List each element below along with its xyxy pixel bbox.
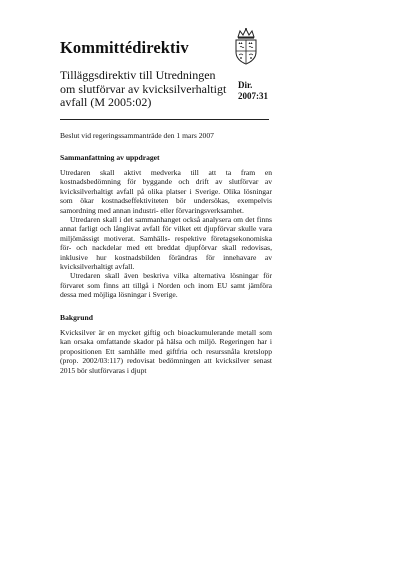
paragraph: Utredaren skall aktivt medverka till att ta fram en kostnadsbedömning för byggande och drift av slutförvar av kvicksilverhaltigt avfall på olika platser i Sverige. Olika lösningar som ökar kostnadseffektiviteten bör undersökas, exempelvis samordning med annan industri- eller förvaringsverksamhet.	[60, 168, 272, 215]
paragraph: Utredaren skall även beskriva vilka alternativa lösningar för förvaret som finns att tillgå i Norden och inom EU samt jämföra dessa med möjliga lösningar i Sverige.	[60, 271, 272, 300]
decision-date: Beslut vid regeringssammanträde den 1 mars 2007	[60, 131, 214, 140]
directive-number: 2007:31	[238, 91, 268, 101]
directive-number-box	[238, 80, 268, 102]
paragraph: Utredaren skall i det sammanhanget också analysera om det finns annat farligt och långlivat avfall för vilket ett djupförvar skulle vara miljömässigt motiverat. Samhälls- respektive företagsekonomiska för- och nackdelar med ett breddat djupförvar skall redovisas, inklusive hur kostnadsbilden förändras för innehavare av kvicksilverhaltigt avfall.	[60, 215, 272, 272]
header-divider	[60, 119, 269, 120]
section-summary	[60, 153, 272, 300]
paragraph: Kvicksilver är en mycket giftig och bioackumulerande metall som kan orsaka omfattande skador på hälsa och miljö. Regeringen har i propositionen Ett samhälle med giftfria och resurssnåla kretslopp (prop. 2002/03:117) redovisat bedömningen att kvicksilver senast 2015 bör slutförvaras i djupt	[60, 328, 272, 375]
directive-label: Dir.	[238, 80, 253, 90]
directive-title: Tilläggsdirektiv till Utredningen om slutförvar av kvicksilverhaltigt avfall (M 2005:02)	[60, 68, 227, 110]
section-background	[60, 313, 272, 375]
swedish-royal-crest-icon	[232, 27, 260, 65]
section-heading: Sammanfattning av uppdraget	[60, 153, 160, 162]
document-type: Kommittédirektiv	[60, 38, 189, 57]
section-heading: Bakgrund	[60, 313, 93, 322]
